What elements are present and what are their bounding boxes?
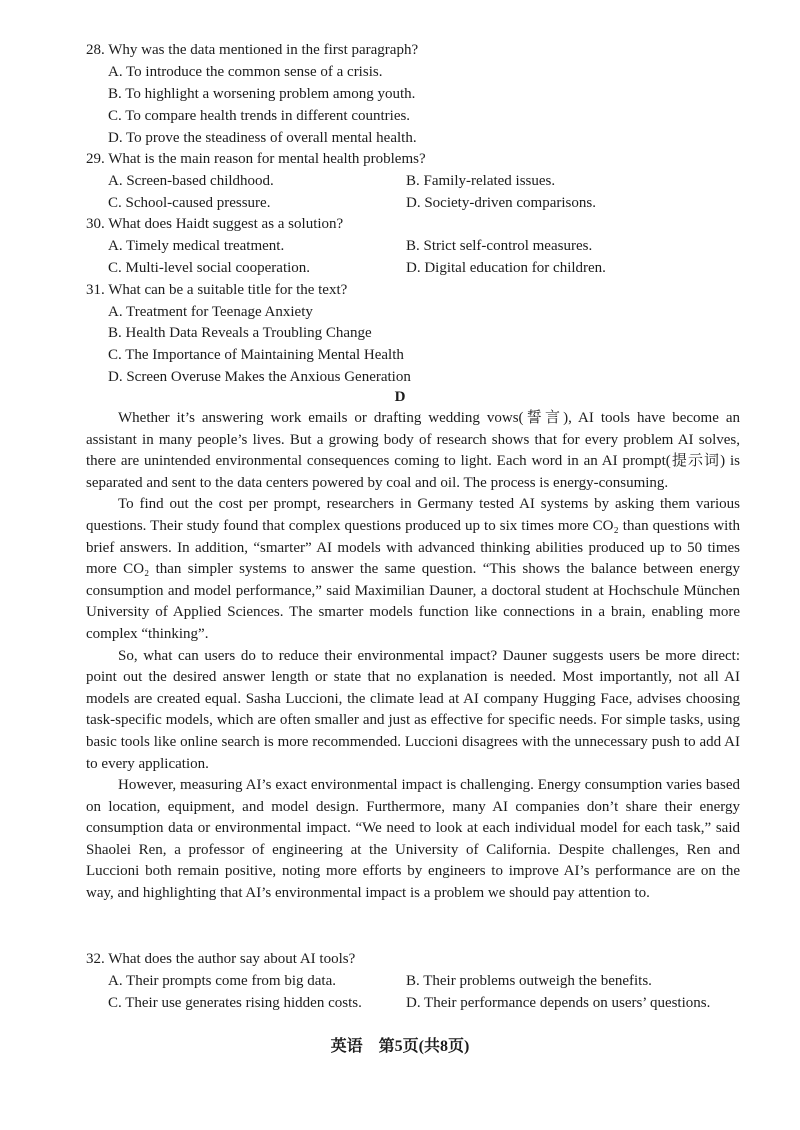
question-31-option-a: A. Treatment for Teenage Anxiety [108,304,313,320]
question-30-option-b: B. Strict self-control measures. [406,238,593,254]
question-30-option-d: D. Digital education for children. [406,260,606,276]
question-29-option-a: A. Screen-based childhood. [108,173,274,189]
question-29-option-b: B. Family-related issues. [406,173,556,189]
passage-paragraph-2: To find out the cost per prompt, researchers in Germany tested AI systems by asking them various questions. Their study found that complex questions produced up to six times more CO₂ than questions with brief answers. In addition, “smarter” AI models with advanced thinking abilities produced up to 50 times more CO₂ than simpler systems to answer the same question. “This shows the balance between energy consumption and model performance,” said Maximilian Dauner, a doctoral student at Hochschule München University of Applied Sciences. The smarter models function like connections in a brain, enabling more complex “thinking”. [86,496,740,642]
section-d-heading: D [394,389,406,405]
passage-d [86,408,740,905]
question-32-stem: 32. What does the author say about AI tools? [86,951,356,967]
passage-paragraph-3: So, what can users do to reduce their environmental impact? Dauner suggests users be more direct: point out the desired answer length or state that no explanation is needed. Most importantly, not all AI models are created equal. Sasha Luccioni, the climate lead at AI company Hugging Face, advises choosing task-specific models, which are often smaller and just as effective for specific needs. For simple tasks, using basic tools like online search is more recommended. Luccioni disagrees with the unnecessary push to add AI to every application. [86,647,740,772]
passage-paragraph-1: Whether it’s answering work emails or drafting wedding vows(誓言), AI tools have become an assistant in many people’s lives. But a growing body of research shows that for every problem AI solves, there are unintended environmental consequences coming to light. Each word in an AI prompt(提示词) is separated and sent to the data centers powered by coal and oil. The process is energy-consuming. [86,410,740,491]
passage-paragraph-4: However, measuring AI’s exact environmental impact is challenging. Energy consumption varies based on location, equipment, and model design. Furthermore, many AI companies don’t share their energy consumption data or environmental impact. “We need to look at each individual model for each task,” said Shaolei Ren, a professor of engineering at the University of California. Despite challenges, Ren and Luccioni both remain positive, noting more efforts by engineers to improve AI’s performance are on the way, and highlighting that AI’s environmental impact is a problem we should pay attention to. [86,777,740,902]
page-footer: 英语 第5页(共8页) [330,1038,470,1055]
question-32-option-a: A. Their prompts come from big data. [108,973,337,989]
question-30-option-c: C. Multi-level social cooperation. [108,260,311,276]
question-28-stem: 28. Why was the data mentioned in the first paragraph? [86,42,419,58]
question-31-stem: 31. What can be a suitable title for the text? [86,282,348,298]
question-28-option-c: C. To compare health trends in different countries. [108,108,411,124]
question-31-option-d: D. Screen Overuse Makes the Anxious Generation [108,369,411,385]
question-28-option-d: D. To prove the steadiness of overall mental health. [108,130,417,146]
question-28-option-b: B. To highlight a worsening problem among youth. [108,86,416,102]
question-32-option-d: D. Their performance depends on users’ questions. [406,995,711,1011]
question-32-option-b: B. Their problems outweigh the benefits. [406,973,652,989]
question-31-option-b: B. Health Data Reveals a Troubling Change [108,325,372,341]
question-29-option-c: C. School-caused pressure. [108,195,271,211]
question-30-option-a: A. Timely medical treatment. [108,238,285,254]
question-29-stem: 29. What is the main reason for mental health problems? [86,151,426,167]
question-32-option-c: C. Their use generates rising hidden costs. [108,995,362,1011]
question-31-option-c: C. The Importance of Maintaining Mental Health [108,347,404,363]
question-28-option-a: A. To introduce the common sense of a crisis. [108,64,383,80]
question-29-option-d: D. Society-driven comparisons. [406,195,596,211]
question-30-stem: 30. What does Haidt suggest as a solution? [86,216,344,232]
